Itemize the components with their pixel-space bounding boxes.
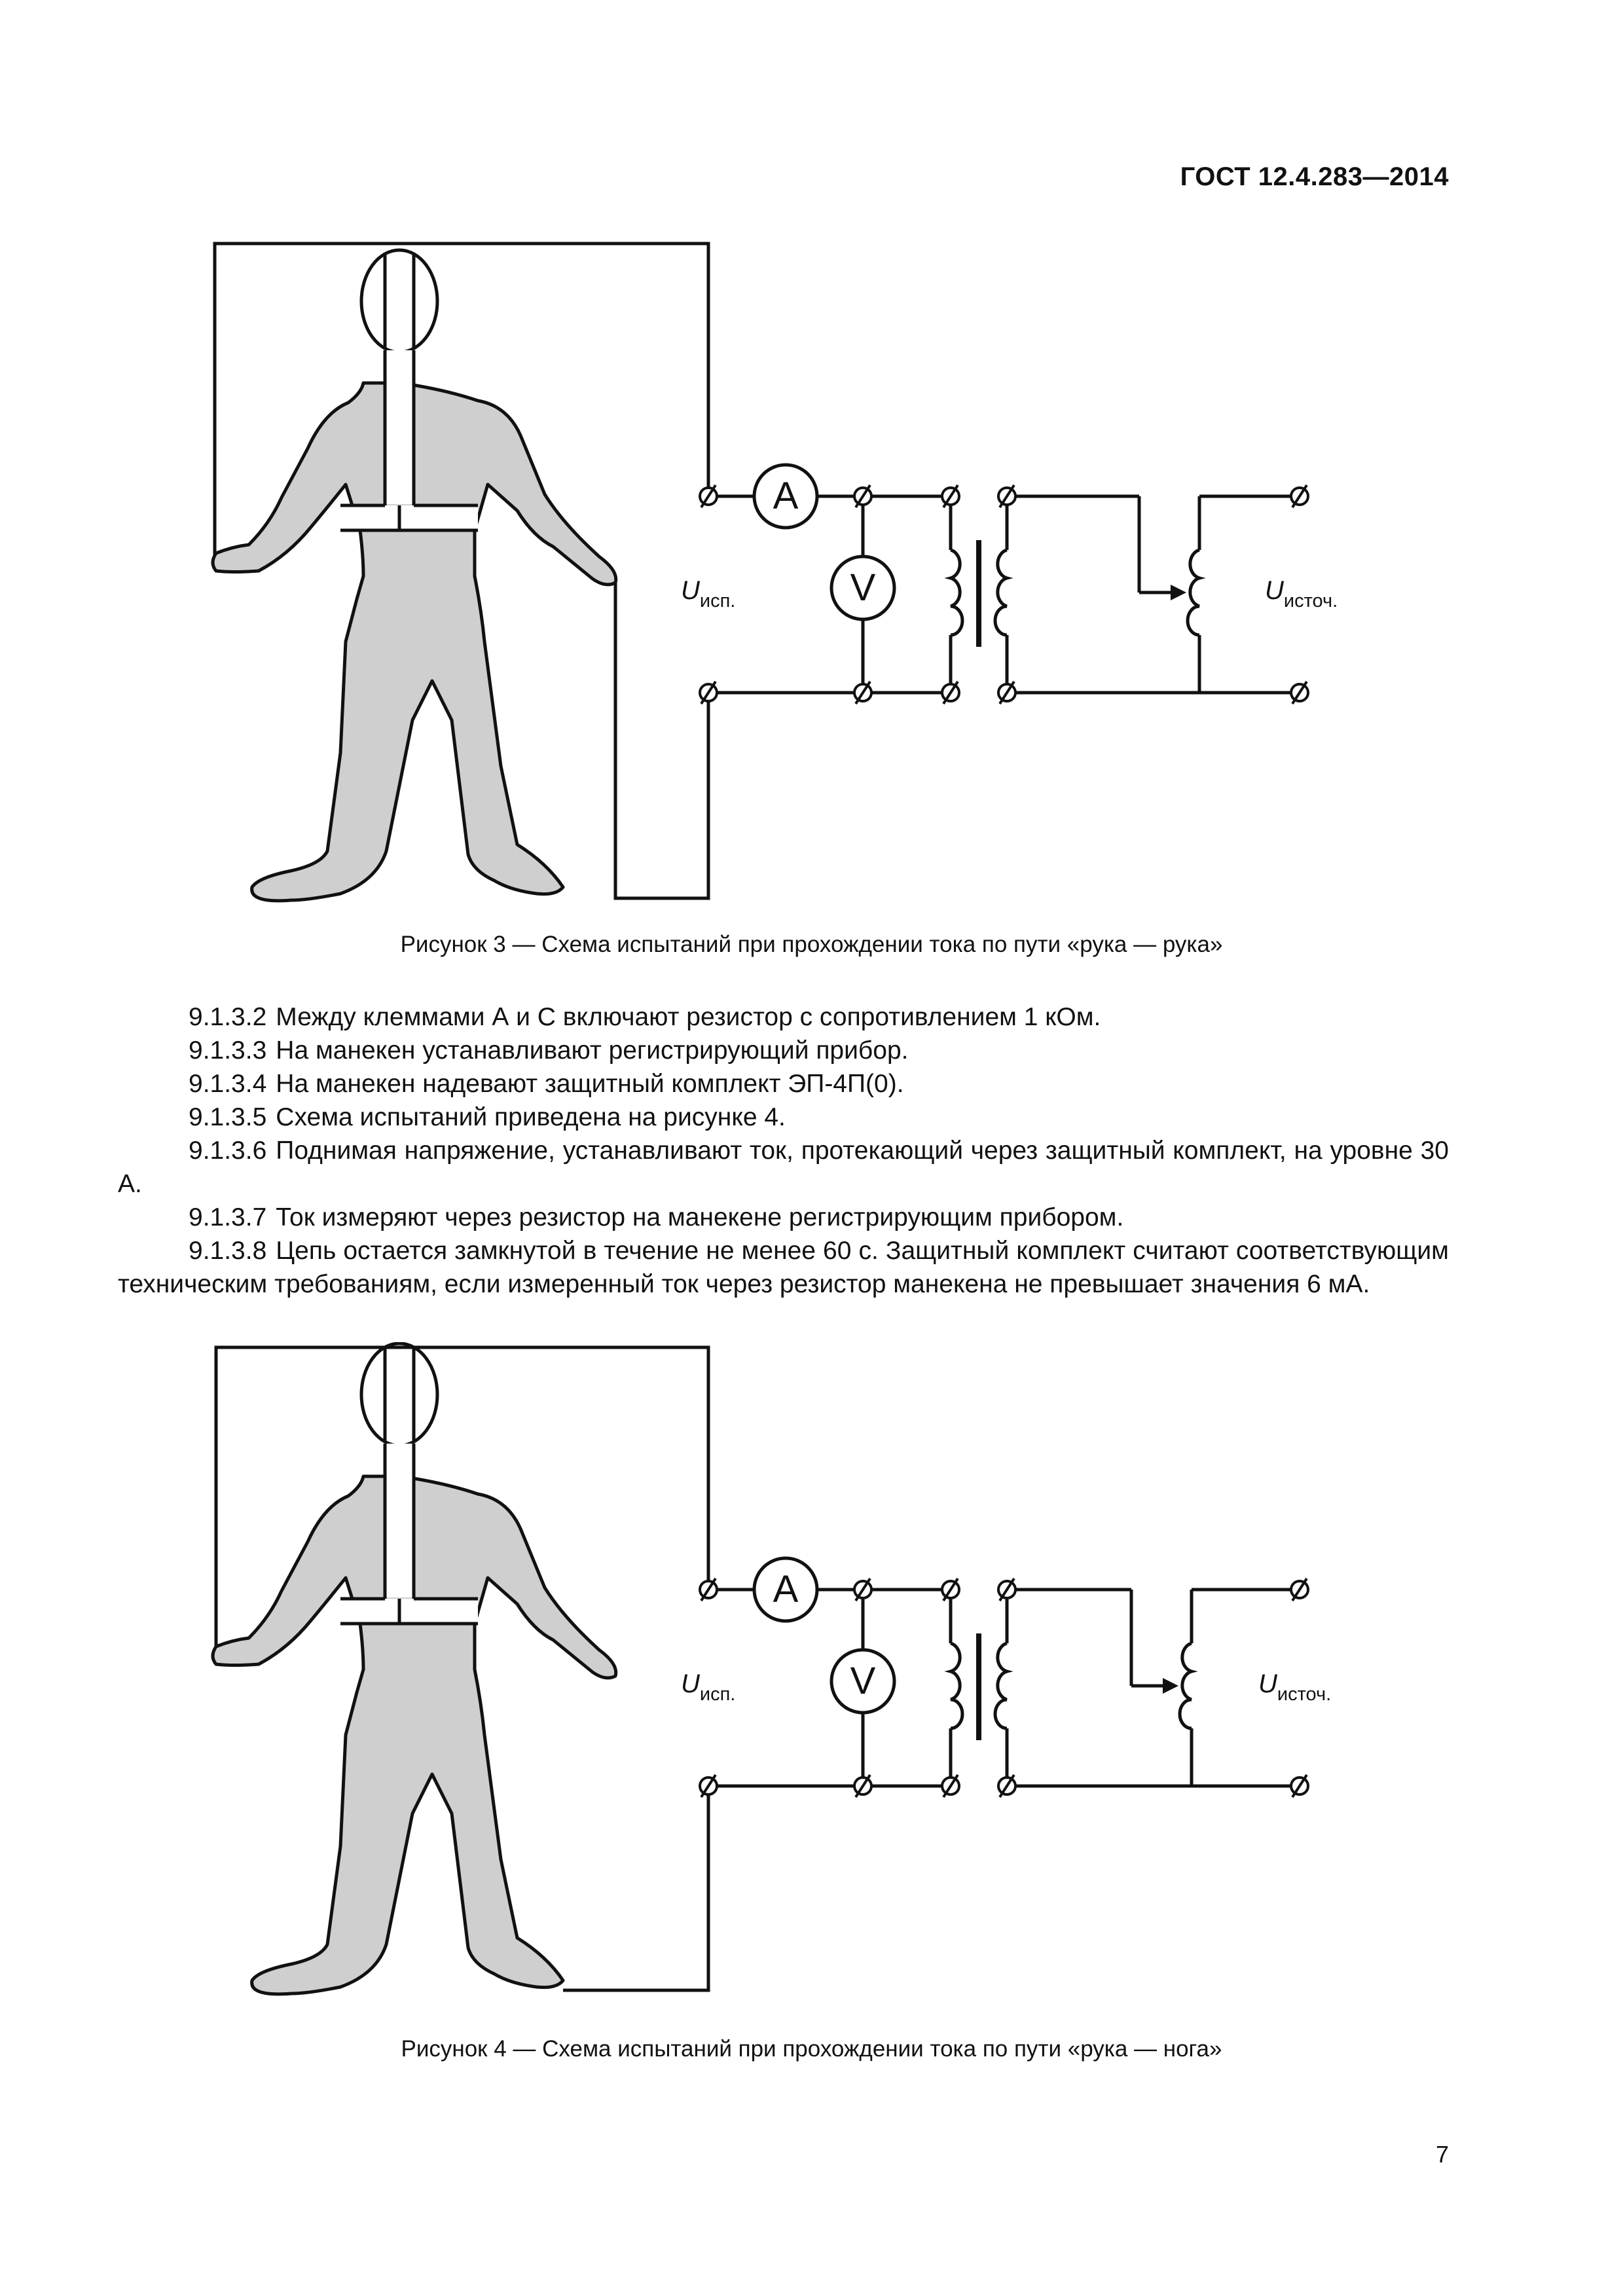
ammeter-label: A [773, 475, 799, 517]
paragraph: 9.1.3.7 Ток измеряют через резистор на манекене регистрирующим прибором. [189, 1203, 1124, 1231]
document-code: ГОСТ 12.4.283—2014 [1180, 162, 1449, 191]
mannequin-figure [213, 1343, 616, 1994]
paragraph: 9.1.3.2 Между клеммами А и С включают резистор с сопротивлением 1 кОм. [189, 1003, 1101, 1031]
voltmeter-label: V [850, 566, 876, 609]
figure-3 [0, 236, 1623, 975]
paragraph: 9.1.3.8 Цепь остается замкнутой в течение не менее 60 с. Защитный комплект считают соответствующим техническим требованиям, если измеренный ток через резистор манекена не превышает значения 6 мА. [118, 1237, 1449, 1298]
figure-3-diagram [0, 236, 1623, 975]
paragraph: 9.1.3.6 Поднимая напряжение, устанавливают ток, протекающий через защитный комплект, на уровне 30 А. [118, 1137, 1449, 1198]
mannequin-figure [213, 250, 616, 901]
u-test-label: $U_{исп.}$ [681, 1669, 736, 1705]
u-test-label: $U_{исп.}$ [681, 576, 736, 611]
paragraph: 9.1.3.5 Схема испытаний приведена на рисунке 4. [189, 1103, 786, 1131]
figure-4-caption: Рисунок 4 — Схема испытаний при прохождении тока по пути «рука — нога» [401, 2036, 1222, 2062]
figure-4 [0, 1342, 1623, 2062]
voltmeter-label: V [850, 1660, 876, 1702]
page-number: 7 [1435, 2141, 1449, 2168]
u-source-label: $U_{источ.}$ [1265, 576, 1338, 611]
ammeter-label: A [773, 1568, 799, 1611]
figure-4-diagram [0, 1342, 1623, 2062]
paragraph: 9.1.3.3 На манекен устанавливают регистрирующий прибор. [189, 1036, 909, 1065]
body-text [118, 1000, 1449, 1301]
figure-3-caption: Рисунок 3 — Схема испытаний при прохождении тока по пути «рука — рука» [400, 932, 1223, 957]
u-source-label: $U_{источ.}$ [1258, 1669, 1332, 1705]
paragraph: 9.1.3.4 На манекен надевают защитный комплект ЭП-4П(0). [189, 1070, 904, 1098]
